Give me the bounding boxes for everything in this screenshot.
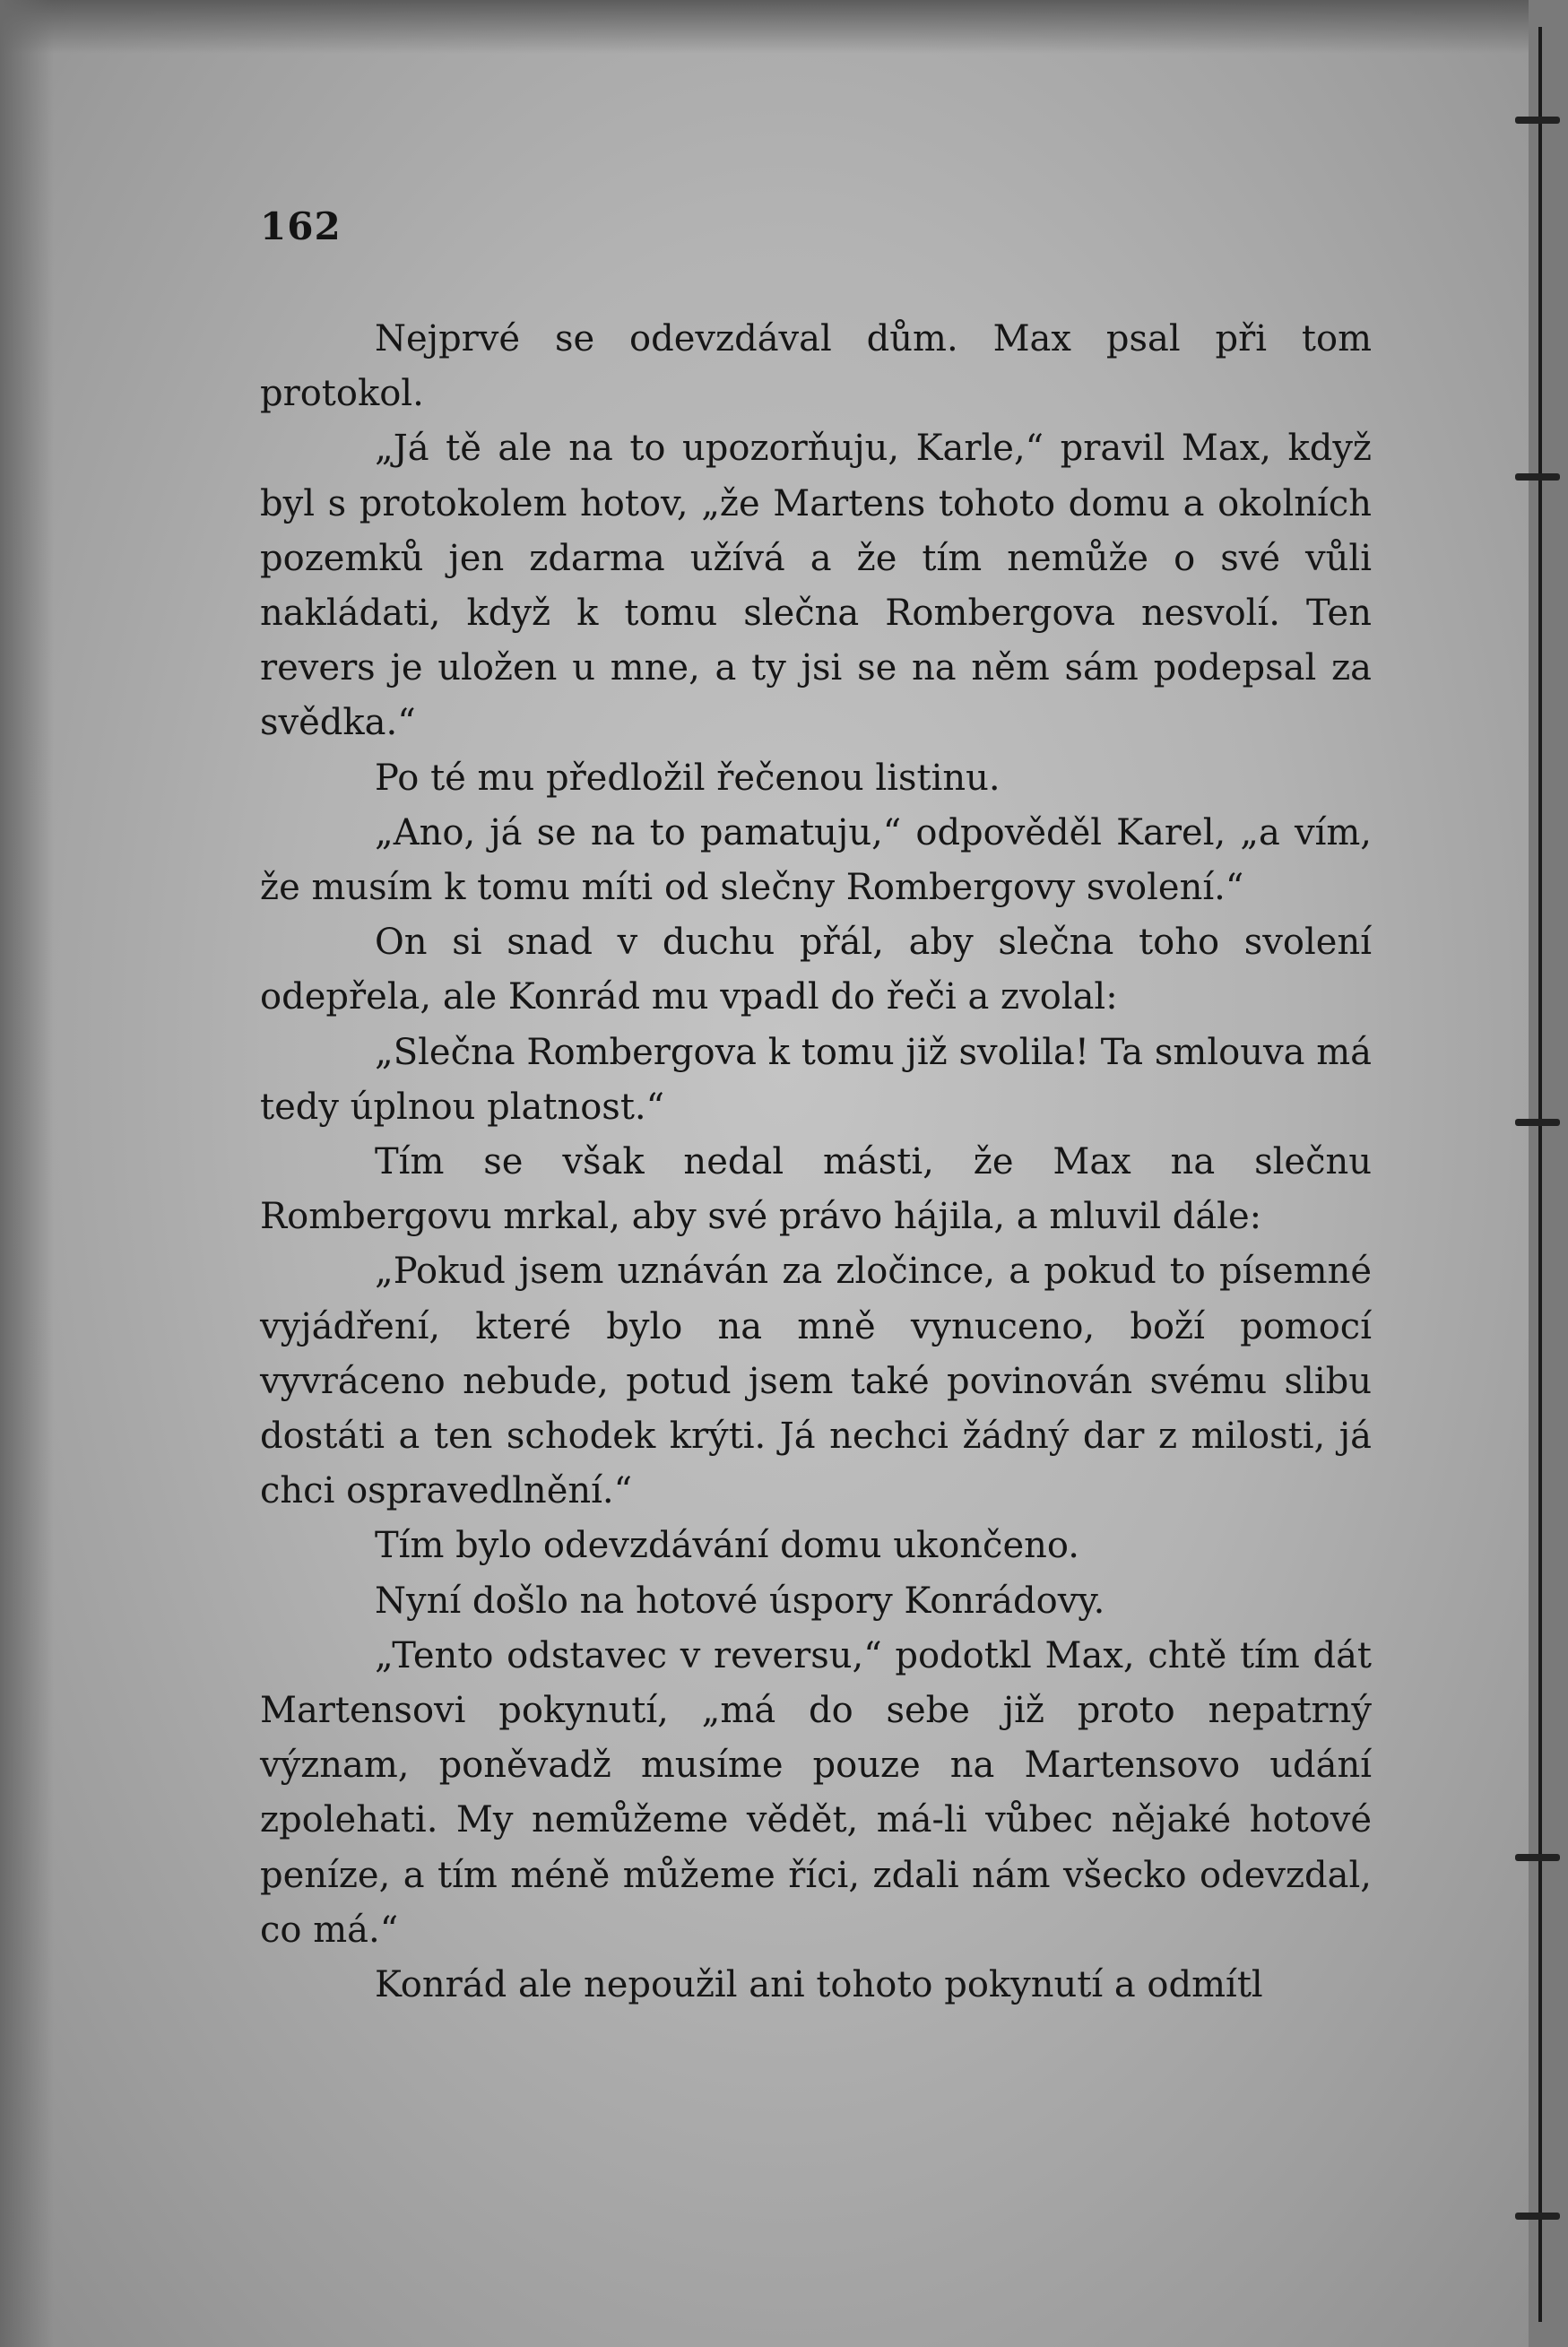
paragraph: „Tento odstavec v reversu,“ podotkl Max, chtě tím dát Martensovi pokynutí, „má do sebe již proto nepatrný význam, poněvadž musíme pouze na Martensovo udání zpolehati. My nemůžeme vědět, má-li vůbec nějaké hotové peníze, a tím méně můžeme říci, zdali nám všecko odevzdal, co má.“ [260, 1634, 1372, 1951]
paragraph: Nejprvé se odevzdával dům. Max psal při tom protokol. [260, 318, 1372, 415]
binding-mark [1515, 1854, 1560, 1861]
paragraph: Po té mu předložil řečenou listinu. [375, 757, 1001, 799]
binding-mark [1515, 473, 1560, 481]
body-text [260, 312, 1372, 2013]
paragraph: Tím bylo odevzdávání domu ukončeno. [375, 1525, 1079, 1567]
paragraph: „Slečna Rombergova k tomu již svolila! Ta smlouva má tedy úplnou platnost.“ [260, 1031, 1372, 1128]
scan-shadow-top [0, 0, 1568, 54]
page-number: 162 [260, 204, 342, 248]
binding-mark [1515, 2213, 1560, 2220]
binding-mark [1515, 1119, 1560, 1126]
scan-shadow-left [0, 0, 54, 2347]
paragraph: Nyní došlo na hotové úspory Konrádovy. [375, 1580, 1105, 1622]
paragraph: „Ano, já se na to pamatuju,“ odpověděl Karel, „a vím, že musím k tomu míti od slečny Rombergovy svolení.“ [260, 811, 1372, 909]
paragraph: Tím se však nedal másti, že Max na slečnu Rombergovu mrkal, aby své právo hájila, a mluvil dále: [260, 1141, 1372, 1238]
binding-edge-line [1538, 27, 1542, 2322]
binding-mark [1515, 117, 1560, 124]
paragraph: Konrád ale nepoužil ani tohoto pokynutí a odmítl [375, 1964, 1263, 2006]
paragraph: On si snad v duchu přál, aby slečna toho svolení odepřela, ale Konrád mu vpadl do řeči a zvolal: [260, 922, 1372, 1018]
paragraph: „Já tě ale na to upozorňuju, Karle,“ pravil Max, když byl s protokolem hotov, „že Martens tohoto domu a okolních pozemků jen zdarma užívá a že tím nemůže o své vůli nakládati, když k tomu slečna Rombergova nesvolí. Ten revers je uložen u mne, a ty jsi se na něm sám podepsal za svědka.“ [260, 428, 1372, 744]
paragraph: „Pokud jsem uznáván za zločince, a pokud to písemné vyjádření, které bylo na mně vynuceno, boží pomocí vyvráceno nebude, potud jsem také povinován svému slibu dostáti a ten schodek krýti. Já nechci žádný dar z milosti, já chci ospravedlnění.“ [260, 1251, 1372, 1512]
scan-edge-right [1529, 0, 1568, 2347]
